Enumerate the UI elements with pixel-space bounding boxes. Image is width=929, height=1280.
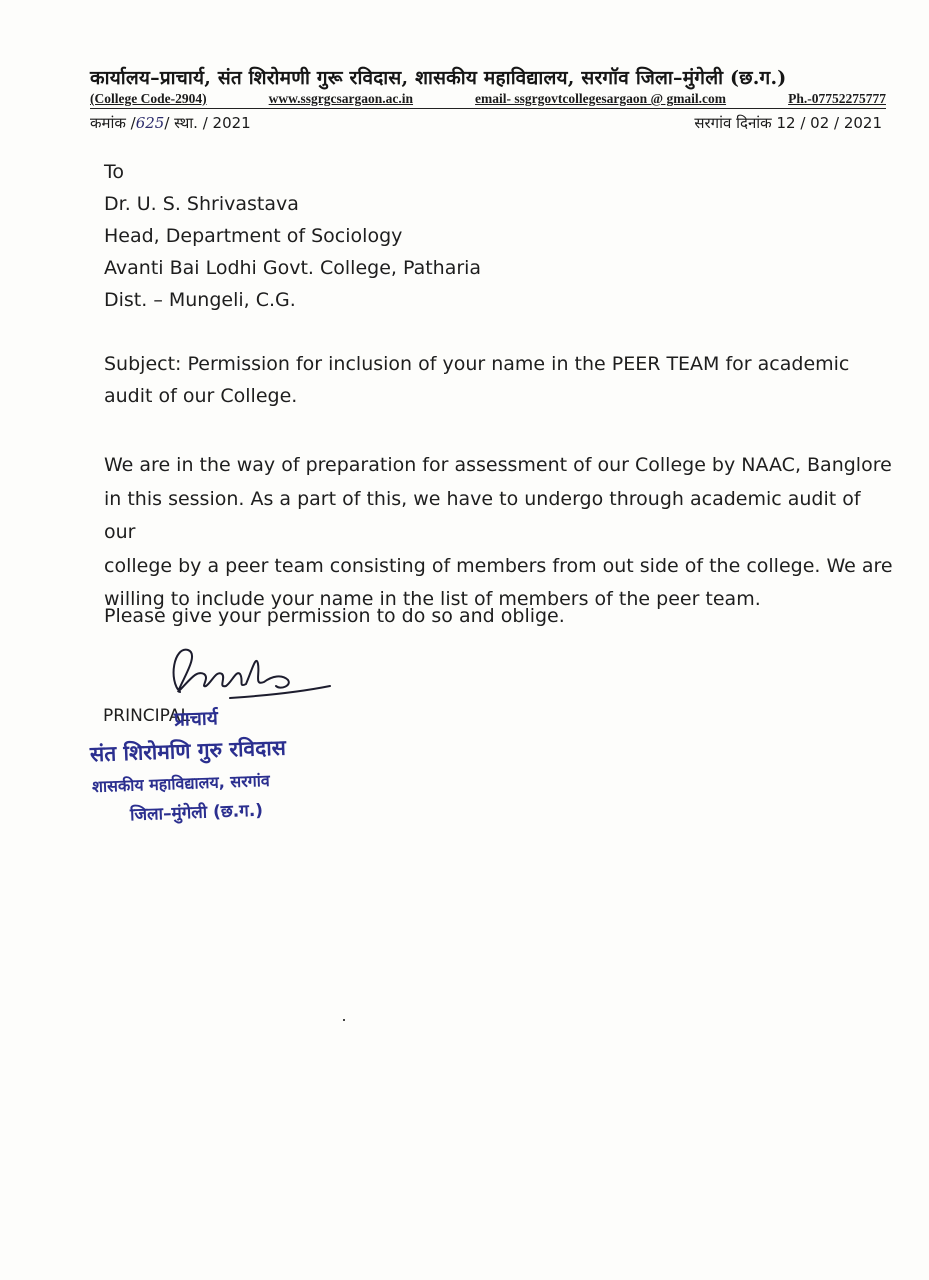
college-code: (College Code-2904) — [90, 91, 207, 106]
address-to: To — [104, 161, 125, 183]
recipient-college: Avanti Bai Lodhi Govt. College, Patharia — [104, 257, 482, 279]
stamp-line-district: जिला–मुंगेली (छ.ग.) — [129, 800, 264, 826]
subject-line-2: audit of our College. — [104, 385, 298, 407]
reference-handwritten-number: 625 — [135, 114, 165, 132]
college-email: email- ssgrgovtcollegesargaon @ gmail.com — [475, 91, 727, 106]
body-line-1: We are in the way of preparation for assessment of our College by NAAC, Banglore — [104, 454, 892, 476]
stamp-line-college-type: शासकीय महाविद्यालय, सरगांव — [91, 770, 271, 797]
college-website: www.ssgrgcsargaon.ac.in — [268, 91, 414, 106]
stamp-line-principal: प्राचार्य — [173, 707, 219, 731]
letterhead-title: कार्यालय–प्राचार्य, संत शिरोमणी गुरू रविदास, शासकीय महाविद्यालय, सरगॉव जिला–मुंगेली (छ.ग.) — [90, 67, 787, 89]
college-phone: Ph.-07752275777 — [788, 91, 886, 106]
stamp-line-college-name: संत शिरोमणि गुरु रविदास — [89, 735, 287, 767]
reference-prefix: कमांक / — [90, 114, 136, 132]
letterhead-contact-line — [90, 91, 886, 109]
stray-mark — [343, 1019, 345, 1021]
recipient-designation: Head, Department of Sociology — [104, 225, 403, 247]
handwritten-signature — [160, 640, 340, 710]
closing-line: Please give your permission to do so and oblige. — [104, 605, 565, 627]
principal-label: PRINCIPAL — [103, 706, 190, 726]
reference-row — [90, 113, 882, 133]
recipient-name: Dr. U. S. Shrivastava — [104, 193, 299, 215]
subject-line-1: Subject: Permission for inclusion of your name in the PEER TEAM for academic — [104, 353, 850, 375]
body-line-2: in this session. As a part of this, we have to undergo through academic audit of our — [104, 487, 861, 543]
body-line-4: willing to include your name in the list of members of the peer team. — [104, 588, 761, 610]
body-paragraph — [104, 449, 894, 617]
letter-date: सरगांव दिनांक 12 / 02 / 2021 — [694, 114, 882, 132]
recipient-address — [104, 156, 894, 316]
body-line-3: college by a peer team consisting of members from out side of the college. We are — [104, 554, 893, 577]
subject-block — [104, 348, 894, 412]
recipient-district: Dist. – Mungeli, C.G. — [104, 289, 296, 311]
reference-number — [90, 113, 251, 133]
reference-suffix: / स्था. / 2021 — [164, 114, 251, 132]
